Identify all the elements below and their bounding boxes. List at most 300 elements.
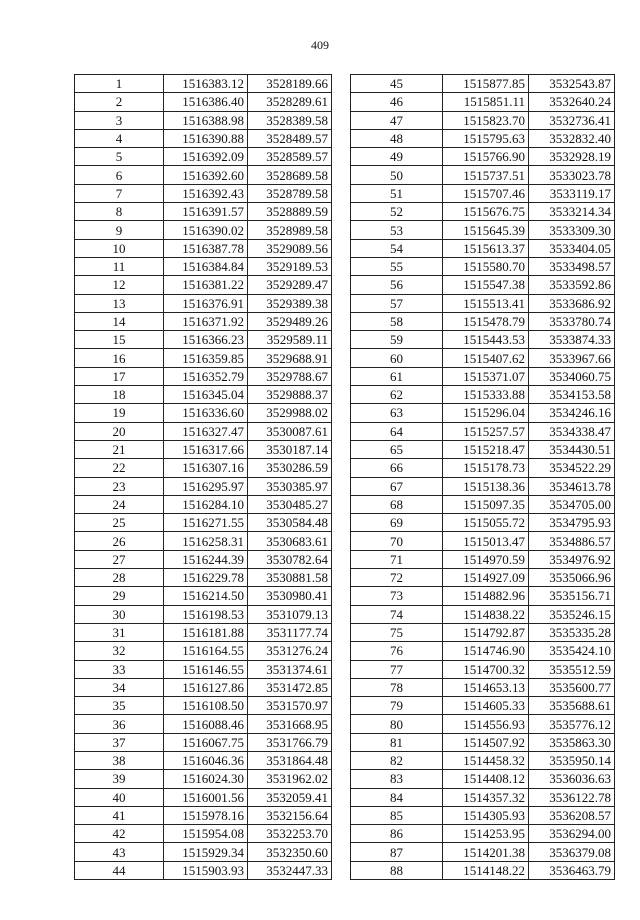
y-coordinate-cell: 3528889.59 bbox=[248, 203, 332, 221]
y-coordinate-cell: 3533967.66 bbox=[529, 349, 615, 367]
table-row bbox=[75, 221, 332, 239]
x-coordinate-cell: 1514700.32 bbox=[443, 660, 529, 678]
point-number-cell: 25 bbox=[75, 514, 164, 532]
point-number-cell: 76 bbox=[351, 642, 443, 660]
point-number-cell: 59 bbox=[351, 331, 443, 349]
table-row bbox=[351, 459, 615, 477]
point-number-cell: 48 bbox=[351, 129, 443, 147]
x-coordinate-cell: 1516327.47 bbox=[164, 422, 248, 440]
table-row bbox=[351, 294, 615, 312]
x-coordinate-cell: 1516244.39 bbox=[164, 550, 248, 568]
x-coordinate-cell: 1515645.39 bbox=[443, 221, 529, 239]
y-coordinate-cell: 3534060.75 bbox=[529, 367, 615, 385]
table-row bbox=[75, 569, 332, 587]
point-number-cell: 71 bbox=[351, 550, 443, 568]
x-coordinate-cell: 1515766.90 bbox=[443, 148, 529, 166]
y-coordinate-cell: 3532059.41 bbox=[248, 788, 332, 806]
y-coordinate-cell: 3528789.58 bbox=[248, 184, 332, 202]
y-coordinate-cell: 3534795.93 bbox=[529, 514, 615, 532]
point-number-cell: 39 bbox=[75, 770, 164, 788]
point-number-cell: 56 bbox=[351, 276, 443, 294]
x-coordinate-cell: 1516317.66 bbox=[164, 440, 248, 458]
point-number-cell: 16 bbox=[75, 349, 164, 367]
table-row bbox=[75, 715, 332, 733]
table-row bbox=[351, 148, 615, 166]
x-coordinate-cell: 1516146.55 bbox=[164, 660, 248, 678]
x-coordinate-cell: 1515823.70 bbox=[443, 111, 529, 129]
x-coordinate-cell: 1515851.11 bbox=[443, 93, 529, 111]
point-number-cell: 41 bbox=[75, 806, 164, 824]
y-coordinate-cell: 3533214.34 bbox=[529, 203, 615, 221]
point-number-cell: 42 bbox=[75, 825, 164, 843]
table-row bbox=[75, 203, 332, 221]
x-coordinate-cell: 1516127.86 bbox=[164, 678, 248, 696]
x-coordinate-cell: 1516392.60 bbox=[164, 166, 248, 184]
y-coordinate-cell: 3532350.60 bbox=[248, 843, 332, 861]
table-row bbox=[351, 514, 615, 532]
table-row bbox=[75, 459, 332, 477]
point-number-cell: 49 bbox=[351, 148, 443, 166]
x-coordinate-cell: 1516024.30 bbox=[164, 770, 248, 788]
y-coordinate-cell: 3535950.14 bbox=[529, 751, 615, 769]
y-coordinate-cell: 3529888.37 bbox=[248, 386, 332, 404]
y-coordinate-cell: 3533119.17 bbox=[529, 184, 615, 202]
y-coordinate-cell: 3532832.40 bbox=[529, 129, 615, 147]
y-coordinate-cell: 3531177.74 bbox=[248, 623, 332, 641]
x-coordinate-cell: 1515737.51 bbox=[443, 166, 529, 184]
x-coordinate-cell: 1516307.16 bbox=[164, 459, 248, 477]
table-row bbox=[75, 660, 332, 678]
x-coordinate-cell: 1515676.75 bbox=[443, 203, 529, 221]
y-coordinate-cell: 3530385.97 bbox=[248, 477, 332, 495]
x-coordinate-cell: 1515978.16 bbox=[164, 806, 248, 824]
x-coordinate-cell: 1515547.38 bbox=[443, 276, 529, 294]
y-coordinate-cell: 3528489.57 bbox=[248, 129, 332, 147]
x-coordinate-cell: 1516359.85 bbox=[164, 349, 248, 367]
coordinates-table-right bbox=[350, 74, 615, 880]
x-coordinate-cell: 1516390.88 bbox=[164, 129, 248, 147]
y-coordinate-cell: 3532928.19 bbox=[529, 148, 615, 166]
y-coordinate-cell: 3531079.13 bbox=[248, 605, 332, 623]
x-coordinate-cell: 1516088.46 bbox=[164, 715, 248, 733]
table-row bbox=[351, 532, 615, 550]
x-coordinate-cell: 1514882.96 bbox=[443, 587, 529, 605]
y-coordinate-cell: 3532447.33 bbox=[248, 861, 332, 879]
x-coordinate-cell: 1514305.93 bbox=[443, 806, 529, 824]
x-coordinate-cell: 1514653.13 bbox=[443, 678, 529, 696]
y-coordinate-cell: 3531864.48 bbox=[248, 751, 332, 769]
point-number-cell: 31 bbox=[75, 623, 164, 641]
table-row bbox=[351, 312, 615, 330]
point-number-cell: 63 bbox=[351, 404, 443, 422]
table-row bbox=[351, 239, 615, 257]
table-row bbox=[351, 367, 615, 385]
y-coordinate-cell: 3532156.64 bbox=[248, 806, 332, 824]
point-number-cell: 65 bbox=[351, 440, 443, 458]
y-coordinate-cell: 3534246.16 bbox=[529, 404, 615, 422]
y-coordinate-cell: 3530584.48 bbox=[248, 514, 332, 532]
table-row bbox=[75, 331, 332, 349]
y-coordinate-cell: 3534613.78 bbox=[529, 477, 615, 495]
table-row bbox=[351, 770, 615, 788]
point-number-cell: 5 bbox=[75, 148, 164, 166]
table-row bbox=[351, 184, 615, 202]
table-row bbox=[75, 751, 332, 769]
y-coordinate-cell: 3533780.74 bbox=[529, 312, 615, 330]
point-number-cell: 44 bbox=[75, 861, 164, 879]
y-coordinate-cell: 3531472.85 bbox=[248, 678, 332, 696]
x-coordinate-cell: 1516001.56 bbox=[164, 788, 248, 806]
y-coordinate-cell: 3531668.95 bbox=[248, 715, 332, 733]
point-number-cell: 33 bbox=[75, 660, 164, 678]
y-coordinate-cell: 3535156.71 bbox=[529, 587, 615, 605]
y-coordinate-cell: 3530286.59 bbox=[248, 459, 332, 477]
point-number-cell: 85 bbox=[351, 806, 443, 824]
y-coordinate-cell: 3528389.58 bbox=[248, 111, 332, 129]
point-number-cell: 2 bbox=[75, 93, 164, 111]
table-row bbox=[75, 148, 332, 166]
point-number-cell: 28 bbox=[75, 569, 164, 587]
table-row bbox=[75, 184, 332, 202]
y-coordinate-cell: 3530187.14 bbox=[248, 440, 332, 458]
point-number-cell: 45 bbox=[351, 75, 443, 93]
table-row bbox=[351, 642, 615, 660]
table-row bbox=[351, 715, 615, 733]
x-coordinate-cell: 1516181.88 bbox=[164, 623, 248, 641]
y-coordinate-cell: 3532253.70 bbox=[248, 825, 332, 843]
y-coordinate-cell: 3534338.47 bbox=[529, 422, 615, 440]
y-coordinate-cell: 3533404.05 bbox=[529, 239, 615, 257]
point-number-cell: 87 bbox=[351, 843, 443, 861]
y-coordinate-cell: 3533309.30 bbox=[529, 221, 615, 239]
x-coordinate-cell: 1516388.98 bbox=[164, 111, 248, 129]
x-coordinate-cell: 1515613.37 bbox=[443, 239, 529, 257]
x-coordinate-cell: 1515795.63 bbox=[443, 129, 529, 147]
table-row bbox=[351, 349, 615, 367]
table-row bbox=[75, 825, 332, 843]
point-number-cell: 52 bbox=[351, 203, 443, 221]
point-number-cell: 26 bbox=[75, 532, 164, 550]
x-coordinate-cell: 1516392.09 bbox=[164, 148, 248, 166]
point-number-cell: 66 bbox=[351, 459, 443, 477]
x-coordinate-cell: 1516387.78 bbox=[164, 239, 248, 257]
point-number-cell: 77 bbox=[351, 660, 443, 678]
point-number-cell: 69 bbox=[351, 514, 443, 532]
point-number-cell: 47 bbox=[351, 111, 443, 129]
table-row bbox=[351, 386, 615, 404]
y-coordinate-cell: 3535512.59 bbox=[529, 660, 615, 678]
point-number-cell: 38 bbox=[75, 751, 164, 769]
point-number-cell: 51 bbox=[351, 184, 443, 202]
point-number-cell: 64 bbox=[351, 422, 443, 440]
y-coordinate-cell: 3533023.78 bbox=[529, 166, 615, 184]
x-coordinate-cell: 1516352.79 bbox=[164, 367, 248, 385]
table-row bbox=[351, 221, 615, 239]
coordinates-table-right-body bbox=[351, 75, 615, 880]
point-number-cell: 3 bbox=[75, 111, 164, 129]
point-number-cell: 80 bbox=[351, 715, 443, 733]
point-number-cell: 81 bbox=[351, 733, 443, 751]
table-row bbox=[351, 477, 615, 495]
x-coordinate-cell: 1515929.34 bbox=[164, 843, 248, 861]
y-coordinate-cell: 3533498.57 bbox=[529, 257, 615, 275]
y-coordinate-cell: 3528689.58 bbox=[248, 166, 332, 184]
point-number-cell: 30 bbox=[75, 605, 164, 623]
table-row bbox=[75, 678, 332, 696]
table-row bbox=[75, 861, 332, 879]
y-coordinate-cell: 3536208.57 bbox=[529, 806, 615, 824]
x-coordinate-cell: 1514357.32 bbox=[443, 788, 529, 806]
table-row bbox=[75, 532, 332, 550]
table-row bbox=[75, 166, 332, 184]
x-coordinate-cell: 1516386.40 bbox=[164, 93, 248, 111]
x-coordinate-cell: 1516366.23 bbox=[164, 331, 248, 349]
point-number-cell: 6 bbox=[75, 166, 164, 184]
table-row bbox=[351, 111, 615, 129]
point-number-cell: 22 bbox=[75, 459, 164, 477]
x-coordinate-cell: 1514556.93 bbox=[443, 715, 529, 733]
point-number-cell: 61 bbox=[351, 367, 443, 385]
y-coordinate-cell: 3535776.12 bbox=[529, 715, 615, 733]
table-row bbox=[351, 550, 615, 568]
x-coordinate-cell: 1516067.75 bbox=[164, 733, 248, 751]
table-row bbox=[351, 203, 615, 221]
y-coordinate-cell: 3529189.53 bbox=[248, 257, 332, 275]
x-coordinate-cell: 1516336.60 bbox=[164, 404, 248, 422]
point-number-cell: 57 bbox=[351, 294, 443, 312]
point-number-cell: 86 bbox=[351, 825, 443, 843]
y-coordinate-cell: 3534705.00 bbox=[529, 495, 615, 513]
x-coordinate-cell: 1515954.08 bbox=[164, 825, 248, 843]
x-coordinate-cell: 1516271.55 bbox=[164, 514, 248, 532]
point-number-cell: 29 bbox=[75, 587, 164, 605]
y-coordinate-cell: 3535863.30 bbox=[529, 733, 615, 751]
x-coordinate-cell: 1514201.38 bbox=[443, 843, 529, 861]
point-number-cell: 60 bbox=[351, 349, 443, 367]
x-coordinate-cell: 1515371.07 bbox=[443, 367, 529, 385]
table-row bbox=[351, 331, 615, 349]
point-number-cell: 24 bbox=[75, 495, 164, 513]
table-row bbox=[351, 276, 615, 294]
table-row bbox=[75, 440, 332, 458]
y-coordinate-cell: 3533592.86 bbox=[529, 276, 615, 294]
table-row bbox=[75, 806, 332, 824]
x-coordinate-cell: 1516284.10 bbox=[164, 495, 248, 513]
point-number-cell: 35 bbox=[75, 697, 164, 715]
point-number-cell: 7 bbox=[75, 184, 164, 202]
x-coordinate-cell: 1514838.22 bbox=[443, 605, 529, 623]
y-coordinate-cell: 3529688.91 bbox=[248, 349, 332, 367]
table-row bbox=[351, 843, 615, 861]
y-coordinate-cell: 3534976.92 bbox=[529, 550, 615, 568]
table-row bbox=[75, 75, 332, 93]
table-row bbox=[75, 294, 332, 312]
table-row bbox=[351, 678, 615, 696]
y-coordinate-cell: 3535424.10 bbox=[529, 642, 615, 660]
y-coordinate-cell: 3534430.51 bbox=[529, 440, 615, 458]
y-coordinate-cell: 3528289.61 bbox=[248, 93, 332, 111]
point-number-cell: 83 bbox=[351, 770, 443, 788]
point-number-cell: 20 bbox=[75, 422, 164, 440]
x-coordinate-cell: 1514746.90 bbox=[443, 642, 529, 660]
table-row bbox=[75, 733, 332, 751]
point-number-cell: 74 bbox=[351, 605, 443, 623]
table-row bbox=[351, 129, 615, 147]
x-coordinate-cell: 1516391.57 bbox=[164, 203, 248, 221]
x-coordinate-cell: 1515407.62 bbox=[443, 349, 529, 367]
x-coordinate-cell: 1514253.95 bbox=[443, 825, 529, 843]
table-row bbox=[75, 843, 332, 861]
table-row bbox=[351, 257, 615, 275]
y-coordinate-cell: 3531570.97 bbox=[248, 697, 332, 715]
x-coordinate-cell: 1516046.36 bbox=[164, 751, 248, 769]
table-row bbox=[75, 404, 332, 422]
x-coordinate-cell: 1515138.36 bbox=[443, 477, 529, 495]
x-coordinate-cell: 1514605.33 bbox=[443, 697, 529, 715]
x-coordinate-cell: 1516383.12 bbox=[164, 75, 248, 93]
y-coordinate-cell: 3536122.78 bbox=[529, 788, 615, 806]
x-coordinate-cell: 1515178.73 bbox=[443, 459, 529, 477]
x-coordinate-cell: 1514408.12 bbox=[443, 770, 529, 788]
table-row bbox=[351, 861, 615, 879]
point-number-cell: 12 bbox=[75, 276, 164, 294]
y-coordinate-cell: 3529089.56 bbox=[248, 239, 332, 257]
point-number-cell: 82 bbox=[351, 751, 443, 769]
table-row bbox=[351, 495, 615, 513]
table-row bbox=[75, 550, 332, 568]
y-coordinate-cell: 3529988.02 bbox=[248, 404, 332, 422]
table-row bbox=[351, 440, 615, 458]
table-row bbox=[351, 697, 615, 715]
table-row bbox=[351, 569, 615, 587]
point-number-cell: 72 bbox=[351, 569, 443, 587]
table-row bbox=[351, 93, 615, 111]
x-coordinate-cell: 1514458.32 bbox=[443, 751, 529, 769]
x-coordinate-cell: 1514792.87 bbox=[443, 623, 529, 641]
y-coordinate-cell: 3536463.79 bbox=[529, 861, 615, 879]
table-row bbox=[75, 514, 332, 532]
table-row bbox=[75, 623, 332, 641]
coordinates-table-left-body bbox=[75, 75, 332, 880]
y-coordinate-cell: 3531962.02 bbox=[248, 770, 332, 788]
point-number-cell: 78 bbox=[351, 678, 443, 696]
point-number-cell: 79 bbox=[351, 697, 443, 715]
x-coordinate-cell: 1515055.72 bbox=[443, 514, 529, 532]
y-coordinate-cell: 3531276.24 bbox=[248, 642, 332, 660]
y-coordinate-cell: 3529788.67 bbox=[248, 367, 332, 385]
table-row bbox=[75, 477, 332, 495]
table-row bbox=[75, 312, 332, 330]
x-coordinate-cell: 1515296.04 bbox=[443, 404, 529, 422]
point-number-cell: 50 bbox=[351, 166, 443, 184]
x-coordinate-cell: 1515218.47 bbox=[443, 440, 529, 458]
table-row bbox=[351, 422, 615, 440]
y-coordinate-cell: 3531766.79 bbox=[248, 733, 332, 751]
table-row bbox=[351, 623, 615, 641]
y-coordinate-cell: 3529289.47 bbox=[248, 276, 332, 294]
table-row bbox=[75, 605, 332, 623]
y-coordinate-cell: 3533874.33 bbox=[529, 331, 615, 349]
table-row bbox=[75, 770, 332, 788]
y-coordinate-cell: 3531374.61 bbox=[248, 660, 332, 678]
table-row bbox=[351, 587, 615, 605]
table-row bbox=[351, 733, 615, 751]
x-coordinate-cell: 1516198.53 bbox=[164, 605, 248, 623]
point-number-cell: 23 bbox=[75, 477, 164, 495]
x-coordinate-cell: 1515257.57 bbox=[443, 422, 529, 440]
point-number-cell: 1 bbox=[75, 75, 164, 93]
x-coordinate-cell: 1514507.92 bbox=[443, 733, 529, 751]
table-row bbox=[351, 788, 615, 806]
page-number: 409 bbox=[311, 38, 329, 52]
table-row bbox=[75, 111, 332, 129]
x-coordinate-cell: 1515513.41 bbox=[443, 294, 529, 312]
y-coordinate-cell: 3532640.24 bbox=[529, 93, 615, 111]
x-coordinate-cell: 1516392.43 bbox=[164, 184, 248, 202]
point-number-cell: 15 bbox=[75, 331, 164, 349]
y-coordinate-cell: 3534522.29 bbox=[529, 459, 615, 477]
x-coordinate-cell: 1515097.35 bbox=[443, 495, 529, 513]
x-coordinate-cell: 1515877.85 bbox=[443, 75, 529, 93]
point-number-cell: 54 bbox=[351, 239, 443, 257]
table-row bbox=[75, 587, 332, 605]
point-number-cell: 46 bbox=[351, 93, 443, 111]
table-row bbox=[75, 495, 332, 513]
y-coordinate-cell: 3535335.28 bbox=[529, 623, 615, 641]
y-coordinate-cell: 3530087.61 bbox=[248, 422, 332, 440]
point-number-cell: 4 bbox=[75, 129, 164, 147]
x-coordinate-cell: 1515903.93 bbox=[164, 861, 248, 879]
y-coordinate-cell: 3530881.58 bbox=[248, 569, 332, 587]
point-number-cell: 40 bbox=[75, 788, 164, 806]
table-row bbox=[75, 642, 332, 660]
x-coordinate-cell: 1516345.04 bbox=[164, 386, 248, 404]
table-row bbox=[351, 605, 615, 623]
point-number-cell: 34 bbox=[75, 678, 164, 696]
point-number-cell: 32 bbox=[75, 642, 164, 660]
y-coordinate-cell: 3535246.15 bbox=[529, 605, 615, 623]
point-number-cell: 73 bbox=[351, 587, 443, 605]
y-coordinate-cell: 3536379.08 bbox=[529, 843, 615, 861]
x-coordinate-cell: 1516390.02 bbox=[164, 221, 248, 239]
y-coordinate-cell: 3533686.92 bbox=[529, 294, 615, 312]
y-coordinate-cell: 3528589.57 bbox=[248, 148, 332, 166]
table-row bbox=[75, 349, 332, 367]
point-number-cell: 43 bbox=[75, 843, 164, 861]
table-row bbox=[351, 660, 615, 678]
y-coordinate-cell: 3536294.00 bbox=[529, 825, 615, 843]
x-coordinate-cell: 1515478.79 bbox=[443, 312, 529, 330]
y-coordinate-cell: 3530782.64 bbox=[248, 550, 332, 568]
x-coordinate-cell: 1516384.84 bbox=[164, 257, 248, 275]
table-row bbox=[351, 825, 615, 843]
point-number-cell: 37 bbox=[75, 733, 164, 751]
table-row bbox=[75, 276, 332, 294]
x-coordinate-cell: 1516371.92 bbox=[164, 312, 248, 330]
point-number-cell: 21 bbox=[75, 440, 164, 458]
point-number-cell: 18 bbox=[75, 386, 164, 404]
table-row bbox=[351, 166, 615, 184]
x-coordinate-cell: 1515580.70 bbox=[443, 257, 529, 275]
point-number-cell: 58 bbox=[351, 312, 443, 330]
point-number-cell: 36 bbox=[75, 715, 164, 733]
y-coordinate-cell: 3534153.58 bbox=[529, 386, 615, 404]
x-coordinate-cell: 1516376.91 bbox=[164, 294, 248, 312]
point-number-cell: 8 bbox=[75, 203, 164, 221]
y-coordinate-cell: 3535688.61 bbox=[529, 697, 615, 715]
point-number-cell: 10 bbox=[75, 239, 164, 257]
y-coordinate-cell: 3530980.41 bbox=[248, 587, 332, 605]
